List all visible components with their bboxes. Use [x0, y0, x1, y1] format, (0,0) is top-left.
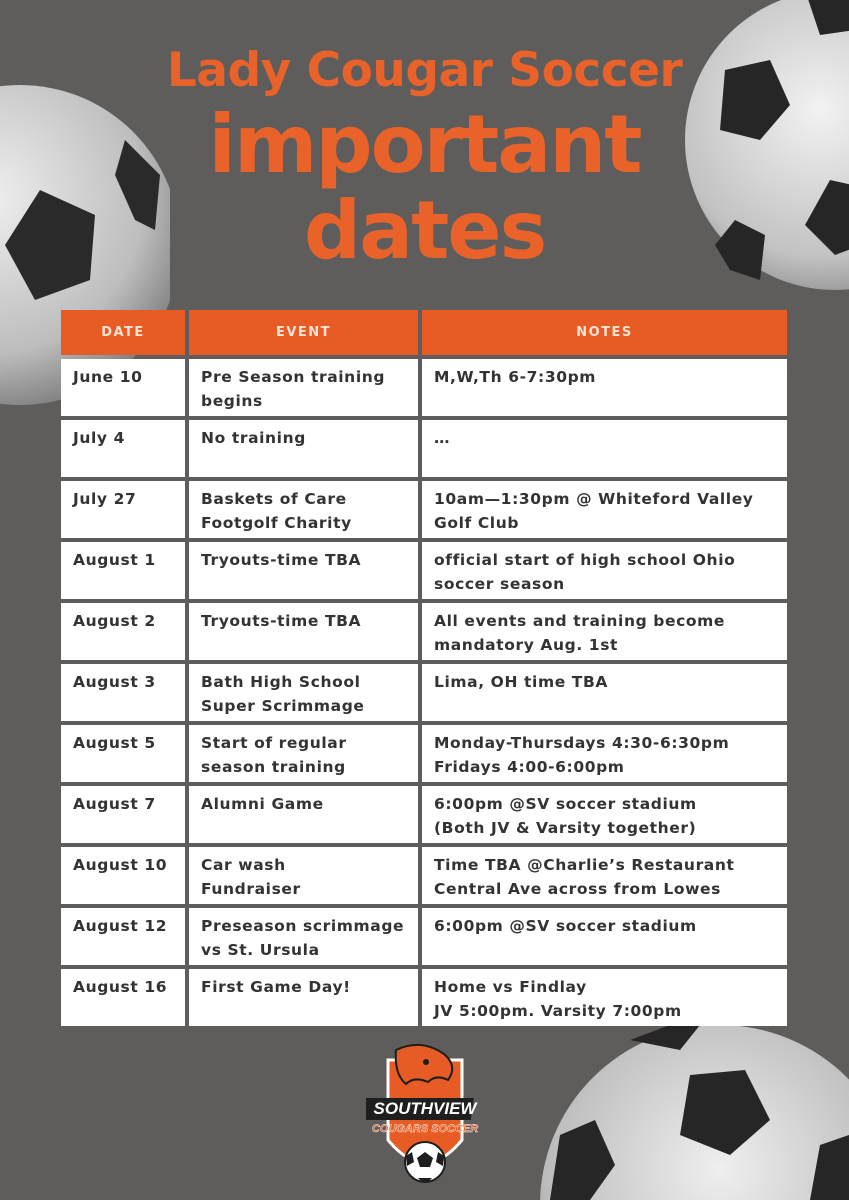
row-event: Alumni Game — [201, 795, 324, 813]
header-notes: NOTES — [422, 310, 787, 355]
row-event: Pre Season training begins — [201, 368, 386, 410]
title-line-3: dates — [303, 184, 546, 277]
cougar-head-icon — [396, 1045, 452, 1084]
row-event: Car wash Fundraiser — [201, 856, 301, 898]
table-row — [61, 359, 787, 416]
table-row — [61, 603, 787, 660]
row-date: August 16 — [73, 978, 168, 996]
row-notes: M,W,Th 6-7:30pm — [434, 368, 597, 386]
schedule-table — [61, 310, 787, 1030]
row-date: August 10 — [73, 856, 168, 874]
row-date: August 5 — [73, 734, 156, 752]
soccer-ball-bottom-right-icon — [520, 1025, 849, 1200]
row-event: Preseason scrimmage vs St. Ursula — [201, 917, 405, 959]
row-notes: … — [434, 429, 451, 447]
row-notes: All events and training become mandatory Aug. 1st — [434, 612, 726, 654]
row-notes: 6:00pm @SV soccer stadium — [434, 917, 697, 935]
row-event: No training — [201, 429, 306, 447]
row-date: August 2 — [73, 612, 156, 630]
row-notes: Lima, OH time TBA — [434, 673, 608, 691]
logo-line-1: SOUTHVIEW — [373, 1099, 477, 1118]
row-event: Baskets of Care Footgolf Charity — [201, 490, 352, 532]
row-date: August 12 — [73, 917, 168, 935]
row-notes: Home vs Findlay JV 5:00pm. Varsity 7:00pm — [434, 978, 682, 1020]
table-row — [61, 481, 787, 538]
table-row — [61, 969, 787, 1026]
logo-line-2: COUGARS SOCCER — [371, 1123, 479, 1135]
row-event: Tryouts-time TBA — [201, 551, 362, 569]
table-row — [61, 664, 787, 721]
row-date: July 4 — [73, 429, 125, 447]
row-notes: 10am—1:30pm @ Whiteford Valley Golf Club — [434, 490, 754, 532]
row-notes: official start of high school Ohio soccer season — [434, 551, 736, 593]
table-header-row — [61, 310, 787, 355]
page-title — [0, 40, 849, 277]
row-event: Start of regular season training — [201, 734, 347, 776]
row-date: July 27 — [73, 490, 137, 508]
row-event: Bath High School Super Scrimmage — [201, 673, 365, 715]
row-date: August 7 — [73, 795, 156, 813]
table-row — [61, 542, 787, 599]
row-notes: Time TBA @Charlie’s Restaurant Central Ave across from Lowes — [434, 856, 735, 898]
row-date: June 10 — [73, 368, 143, 386]
row-event: First Game Day! — [201, 978, 351, 996]
header-event: EVENT — [189, 310, 418, 355]
table-row — [61, 786, 787, 843]
table-row — [61, 908, 787, 965]
table-row — [61, 847, 787, 904]
row-date: August 3 — [73, 673, 156, 691]
row-notes: 6:00pm @SV soccer stadium (Both JV & Varsity together) — [434, 795, 697, 837]
title-line-2: important — [208, 98, 641, 191]
title-line-1: Lady Cougar Soccer — [166, 43, 683, 98]
row-event: Tryouts-time TBA — [201, 612, 362, 630]
southview-cougars-logo — [366, 1040, 484, 1188]
header-date: DATE — [61, 310, 185, 355]
row-date: August 1 — [73, 551, 156, 569]
row-notes: Monday-Thursdays 4:30-6:30pm Fridays 4:00-6:00pm — [434, 734, 730, 776]
table-row — [61, 420, 787, 477]
table-row — [61, 725, 787, 782]
